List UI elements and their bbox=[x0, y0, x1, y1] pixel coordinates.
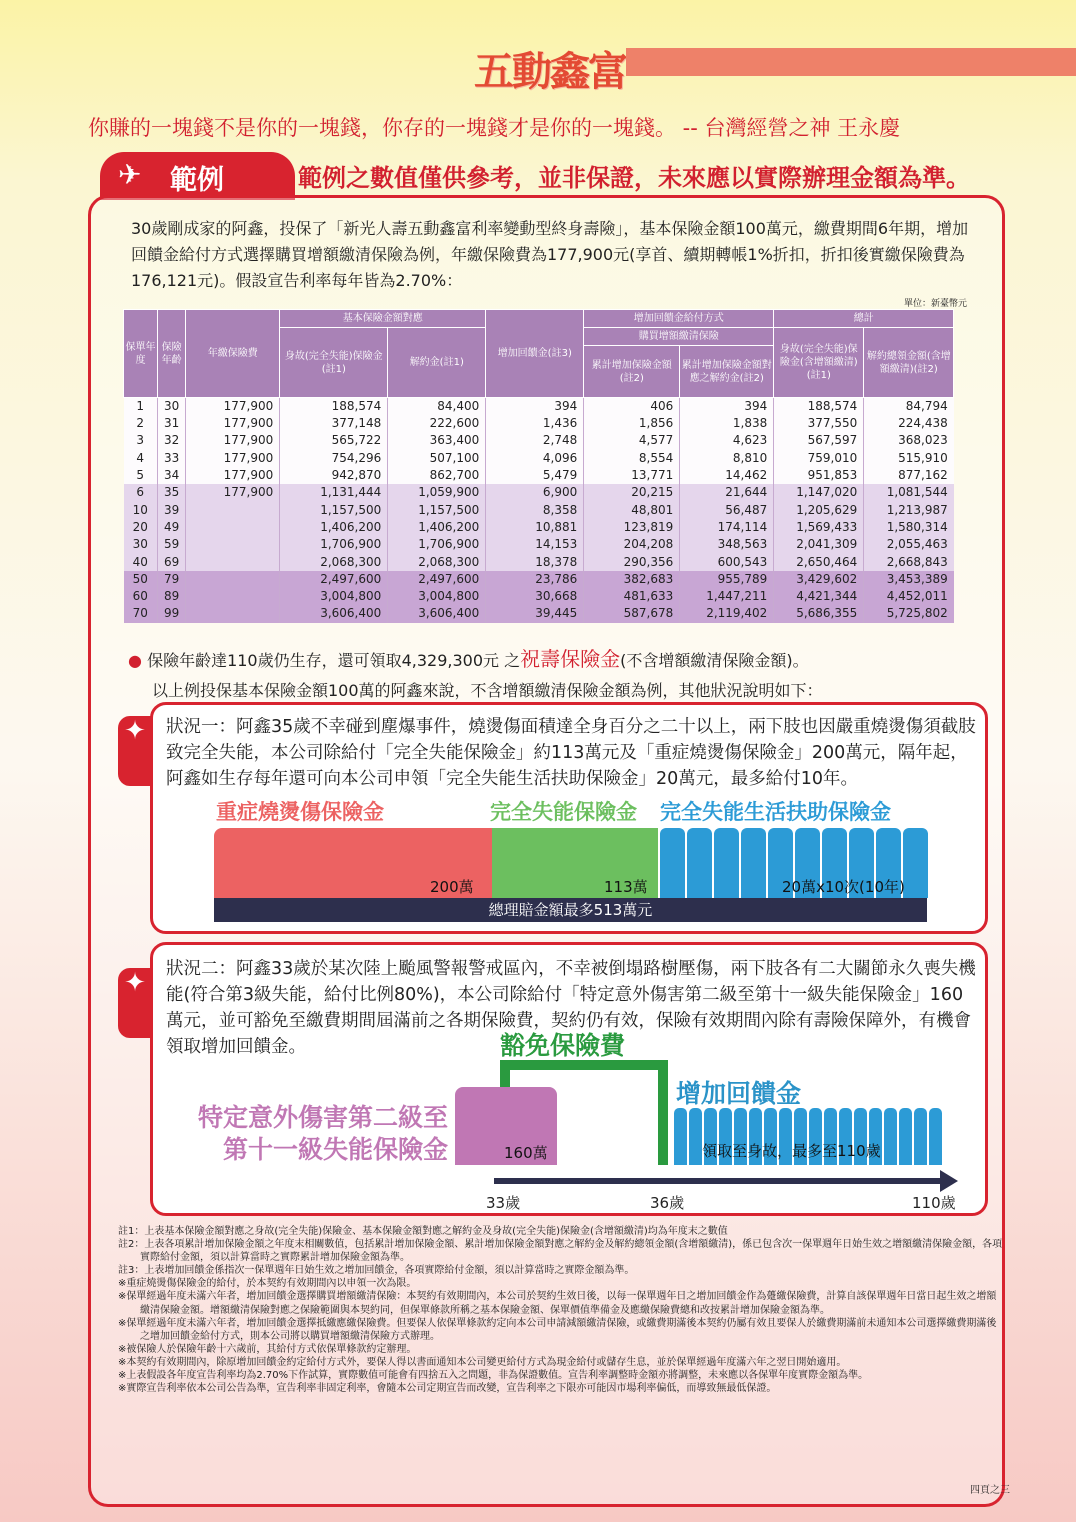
table-cell: 14,153 bbox=[486, 536, 584, 553]
table-cell: 1,838 bbox=[680, 415, 774, 432]
table-cell: 1,706,900 bbox=[388, 536, 486, 553]
example-tab-label: 範例 bbox=[170, 165, 224, 196]
footnote-item: ※保單經過年度未滿六年者，增加回饋金選擇抵繳應繳保險費。但要保人依保單條款約定向本公司申請減額繳清保險，或繳費期滿後本契約仍屬有效且要保人於繳費期滿前未通知本公司選擇繳費期滿後之增加回饋金給付方式，則本公司將以購買增額繳清保險方式辦理。 bbox=[118, 1317, 997, 1342]
table-cell: 2,497,600 bbox=[280, 571, 388, 588]
table-cell: 89 bbox=[158, 588, 186, 605]
table-cell: 2 bbox=[124, 415, 158, 432]
age-33: 33歲 bbox=[486, 1194, 521, 1212]
brand-logo: 五動鑫富 bbox=[474, 48, 626, 95]
header-surrender: 解約金(註1) bbox=[388, 328, 486, 398]
table-cell: 481,633 bbox=[584, 588, 680, 605]
bonus-year-bar bbox=[929, 1108, 942, 1165]
table-cell: 754,296 bbox=[280, 450, 388, 467]
table-cell: 1 bbox=[124, 398, 158, 416]
table-cell: 59 bbox=[158, 536, 186, 553]
table-cell: 2,650,464 bbox=[774, 553, 864, 570]
burn-value: 200萬 bbox=[430, 878, 474, 896]
table-cell: 4,452,011 bbox=[864, 588, 954, 605]
table-cell: 2,497,600 bbox=[388, 571, 486, 588]
disab-benefit-value: 160萬 bbox=[504, 1144, 548, 1162]
longevity-bullet bbox=[128, 643, 809, 672]
support-value: 20萬x10次(10年) bbox=[782, 878, 905, 896]
table-cell: 1,406,200 bbox=[388, 519, 486, 536]
table-cell: 8,554 bbox=[584, 450, 680, 467]
table-cell: 1,131,444 bbox=[280, 484, 388, 501]
table-cell: 862,700 bbox=[388, 467, 486, 484]
table-cell: 79 bbox=[158, 571, 186, 588]
waiver-title: 豁免保險費 bbox=[500, 1031, 626, 1060]
table-cell: 224,438 bbox=[864, 415, 954, 432]
table-cell: 30 bbox=[124, 536, 158, 553]
table-cell: 394 bbox=[486, 398, 584, 416]
intro-paragraph: 30歲剛成家的阿鑫，投保了「新光人壽五動鑫富利率變動型終身壽險」，基本保險金額100萬元，繳費期間6年期，增加回饋金給付方式選擇購買增額繳清保險為例，年繳保險費為177,900元(享首、續期轉帳1%折扣，折扣後實繳保險費為176,121元)。假設宣告利率每年皆為2.70%： bbox=[131, 219, 969, 290]
table-cell: 3,606,400 bbox=[388, 605, 486, 622]
support-year-bar bbox=[741, 828, 766, 898]
table-cell: 32 bbox=[158, 432, 186, 449]
timeline-bar bbox=[494, 1178, 944, 1184]
benefit-table bbox=[123, 309, 954, 623]
table-cell: 1,706,900 bbox=[280, 536, 388, 553]
table-cell: 20 bbox=[124, 519, 158, 536]
table-row bbox=[124, 605, 954, 622]
header-cum-paid-up: 累計增加保險金額(註2) bbox=[584, 346, 680, 398]
table-cell: 1,059,900 bbox=[388, 484, 486, 501]
table-cell: 21,644 bbox=[680, 484, 774, 501]
table-row bbox=[124, 467, 954, 484]
table-cell: 1,436 bbox=[486, 415, 584, 432]
table-cell: 951,853 bbox=[774, 467, 864, 484]
table-cell: 177,900 bbox=[186, 398, 280, 416]
header-cum-paid-up-sv: 累計增加保險金額對應之解約金(註2) bbox=[680, 346, 774, 398]
table-row bbox=[124, 450, 954, 467]
table-cell: 2,041,309 bbox=[774, 536, 864, 553]
table-cell: 10,881 bbox=[486, 519, 584, 536]
table-cell: 177,900 bbox=[186, 450, 280, 467]
bonus-year-bar bbox=[674, 1108, 687, 1165]
table-row bbox=[124, 571, 954, 588]
case1-dancer-icon: ✦ bbox=[118, 716, 152, 786]
header-death: 身故(完全失能)保險金(註1) bbox=[280, 328, 388, 398]
table-cell: 174,114 bbox=[680, 519, 774, 536]
table-cell: 3,606,400 bbox=[280, 605, 388, 622]
table-cell: 20,215 bbox=[584, 484, 680, 501]
table-cell: 759,010 bbox=[774, 450, 864, 467]
table-cell: 368,023 bbox=[864, 432, 954, 449]
table-cell: 69 bbox=[158, 553, 186, 570]
table-row bbox=[124, 501, 954, 518]
bullet-post: (不含增額繳清保險金額)。 bbox=[620, 651, 809, 670]
footnote-item: ※被保險人於保險年齡十六歲前，其給付方式依保單條款約定辦理。 bbox=[118, 1343, 417, 1355]
table-cell: 123,819 bbox=[584, 519, 680, 536]
table-cell: 5,686,355 bbox=[774, 605, 864, 622]
table-cell bbox=[186, 553, 280, 570]
bonus-year-bar bbox=[689, 1108, 702, 1165]
table-cell: 3,004,800 bbox=[280, 588, 388, 605]
table-cell: 34 bbox=[158, 467, 186, 484]
table-cell: 84,794 bbox=[864, 398, 954, 416]
table-cell: 3 bbox=[124, 432, 158, 449]
burn-title: 重症燒燙傷保險金 bbox=[216, 800, 384, 824]
case2-text: 狀況二：阿鑫33歲於某次陸上颱風警報警戒區內，不幸被倒塌路樹壓傷，兩下肢各有二大關節永久喪失機能(符合第3級失能，給付比例80%)，本公司除給付「特定意外傷害第二級至第十一級失能保險金」160萬元，並可豁免至繳費期間屆滿前之各期保險費，契約仍有效，保險有效期間內除有壽險保障外，有機會領取增加回饋金。 bbox=[166, 959, 976, 1057]
table-cell: 1,147,020 bbox=[774, 484, 864, 501]
bullet-pre: 保險年齡達110歲仍生存，還可領取4,329,300元 之 bbox=[147, 651, 521, 670]
bonus-year-bar bbox=[914, 1108, 927, 1165]
footnote-item: 註1：上表基本保險金額對應之身故(完全失能)保險金、基本保險金額對應之解約金及身故(完全失能)保險金(含增額繳清)均為年度末之數值 bbox=[118, 1226, 728, 1237]
table-cell: 10 bbox=[124, 501, 158, 518]
case1-text: 狀況一：阿鑫35歲不幸碰到塵爆事件，燒燙傷面積達全身百分之二十以上，兩下肢也因嚴重燒燙傷須截肢致完全失能，本公司除給付「完全失能保險金」約113萬元及「重症燒燙傷保險金」200萬元，隔年起，阿鑫如生存每年還可向本公司申領「完全失能生活扶助保險金」20萬元，最多給付10年。 bbox=[166, 717, 976, 789]
disab-title: 完全失能保險金 bbox=[490, 800, 637, 824]
table-cell: 177,900 bbox=[186, 467, 280, 484]
table-cell: 877,162 bbox=[864, 467, 954, 484]
bullet-highlight: 祝壽保險金 bbox=[520, 647, 621, 671]
header-total-death: 身故(完全失能)保險金(含增額繳清)(註1) bbox=[774, 328, 864, 398]
footnote-item: ※重症燒燙傷保險金的給付，於本契約有效期間內以申領一次為限。 bbox=[118, 1278, 417, 1290]
table-cell: 23,786 bbox=[486, 571, 584, 588]
table-cell: 2,668,843 bbox=[864, 553, 954, 570]
table-cell bbox=[186, 519, 280, 536]
header-total-sv: 解約總領金額(含增額繳清)(註2) bbox=[864, 328, 954, 398]
table-cell: 49 bbox=[158, 519, 186, 536]
table-cell: 177,900 bbox=[186, 484, 280, 501]
footnote-item: ※實際宣告利率依本公司公告為準，宣告利率非固定利率，會隨本公司定期宣告而改變，宣告利率之下限亦可能因市場利率偏低，而導致無最低保證。 bbox=[118, 1383, 777, 1395]
table-cell: 39 bbox=[158, 501, 186, 518]
example-tab bbox=[100, 152, 295, 200]
disab-value: 113萬 bbox=[604, 878, 648, 896]
header-age: 保險年齡 bbox=[158, 310, 186, 398]
header-quote: 你賺的一塊錢不是你的一塊錢，你存的一塊錢才是你的一塊錢。 -- 台灣經營之神 王永慶 bbox=[88, 116, 901, 140]
table-cell: 5,479 bbox=[486, 467, 584, 484]
disab-label-line1: 特定意外傷害第二級至 bbox=[197, 1103, 448, 1132]
table-cell: 60 bbox=[124, 588, 158, 605]
table-cell: 515,910 bbox=[864, 450, 954, 467]
footnote-item: 註2：上表各項累計增加保險金額之年度末相關數值，包括累計增加保險金額、累計增加保險金額對應之解約金及解約總領金額(含增額繳清)，係已包含次一保單週年日始生效之增額繳清保險金額，各項實際給付金額，須以計算當時之實際累計增加保險金額為準。 bbox=[118, 1239, 1003, 1264]
bonus-title: 增加回饋金 bbox=[676, 1079, 802, 1108]
table-cell: 5 bbox=[124, 467, 158, 484]
table-cell: 2,119,402 bbox=[680, 605, 774, 622]
table-cell: 377,148 bbox=[280, 415, 388, 432]
table-cell: 4,577 bbox=[584, 432, 680, 449]
disab-label-line2: 第十一級失能保險金 bbox=[222, 1135, 448, 1164]
table-cell: 1,205,629 bbox=[774, 501, 864, 518]
table-cell: 70 bbox=[124, 605, 158, 622]
support-year-bar bbox=[714, 828, 739, 898]
table-cell: 35 bbox=[158, 484, 186, 501]
table-cell: 8,358 bbox=[486, 501, 584, 518]
footnote-item: ※上表假設各年度宣告利率均為2.70%下作試算，實際數值可能會有四捨五入之問題，非為保證數值。宣告利率調整時金額亦將調整，未來應以各保單年度實際金額為準。 bbox=[118, 1370, 869, 1382]
table-cell: 8,810 bbox=[680, 450, 774, 467]
table-cell: 222,600 bbox=[388, 415, 486, 432]
table-cell: 18,378 bbox=[486, 553, 584, 570]
table-cell: 1,569,433 bbox=[774, 519, 864, 536]
table-cell: 1,081,544 bbox=[864, 484, 954, 501]
table-cell: 1,580,314 bbox=[864, 519, 954, 536]
support-year-bar bbox=[660, 828, 685, 898]
table-cell: 177,900 bbox=[186, 432, 280, 449]
table-cell bbox=[186, 605, 280, 622]
header-group-paid-up: 購買增額繳清保險 bbox=[584, 328, 774, 346]
table-cell: 188,574 bbox=[774, 398, 864, 416]
table-cell bbox=[186, 588, 280, 605]
table-cell: 50 bbox=[124, 571, 158, 588]
table-row bbox=[124, 553, 954, 570]
table-cell: 84,400 bbox=[388, 398, 486, 416]
table-row bbox=[124, 432, 954, 449]
table-cell: 6,900 bbox=[486, 484, 584, 501]
cases-lead: 以上例投保基本保險金額100萬的阿鑫來說，不含增額繳清保險金額為例，其他狀況說明如下： bbox=[152, 681, 823, 700]
header-bonus: 增加回饋金(註3) bbox=[486, 310, 584, 398]
footnote-item: 註3：上表增加回饋金係指次一保單週年日始生效之增加回饋金，各項實際給付金額，須以計算當時之實際金額為準。 bbox=[118, 1265, 635, 1277]
table-cell: 39,445 bbox=[486, 605, 584, 622]
table-cell: 177,900 bbox=[186, 415, 280, 432]
table-cell: 4 bbox=[124, 450, 158, 467]
table-cell: 40 bbox=[124, 553, 158, 570]
table-cell bbox=[186, 501, 280, 518]
example-disclaimer: 範例之數值僅供參考，並非保證，未來應以實際辦理金額為準。 bbox=[298, 164, 970, 192]
table-cell bbox=[186, 571, 280, 588]
table-cell: 1,157,500 bbox=[280, 501, 388, 518]
unit-label: 單位：新臺幣元 bbox=[904, 299, 968, 309]
footnotes bbox=[118, 1225, 1003, 1395]
logo-decor-bar bbox=[626, 48, 1076, 76]
table-row bbox=[124, 519, 954, 536]
table-row bbox=[124, 398, 954, 416]
table-cell: 600,543 bbox=[680, 553, 774, 570]
table-row bbox=[124, 415, 954, 432]
table-row bbox=[124, 588, 954, 605]
timeline-arrow-icon bbox=[940, 1170, 958, 1192]
header-group-total: 總計 bbox=[774, 310, 954, 328]
table-cell: 394 bbox=[680, 398, 774, 416]
table-cell: 942,870 bbox=[280, 467, 388, 484]
support-year-bar bbox=[687, 828, 712, 898]
table-cell: 587,678 bbox=[584, 605, 680, 622]
bonus-year-bar bbox=[899, 1108, 912, 1165]
table-cell: 1,157,500 bbox=[388, 501, 486, 518]
table-cell: 99 bbox=[158, 605, 186, 622]
table-cell: 30 bbox=[158, 398, 186, 416]
page-number: 四頁之三 bbox=[970, 1485, 1010, 1496]
table-cell: 4,623 bbox=[680, 432, 774, 449]
table-cell: 567,597 bbox=[774, 432, 864, 449]
footnote-item: ※本契約有效期間內，除原增加回饋金約定給付方式外，要保人得以書面通知本公司變更給付方式為現金給付或儲存生息，並於保單經過年度滿六年之翌日開始適用。 bbox=[118, 1356, 847, 1368]
table-cell: 3,429,602 bbox=[774, 571, 864, 588]
table-cell: 4,421,344 bbox=[774, 588, 864, 605]
table-cell: 48,801 bbox=[584, 501, 680, 518]
table-cell: 13,771 bbox=[584, 467, 680, 484]
table-cell: 1,447,211 bbox=[680, 588, 774, 605]
table-cell: 4,096 bbox=[486, 450, 584, 467]
table-cell: 565,722 bbox=[280, 432, 388, 449]
table-row bbox=[124, 484, 954, 501]
table-cell: 14,462 bbox=[680, 467, 774, 484]
table-cell: 31 bbox=[158, 415, 186, 432]
disab-benefit-label bbox=[178, 1102, 448, 1166]
table-cell: 382,683 bbox=[584, 571, 680, 588]
total-claim-bar: 總理賠金額最多513萬元 bbox=[214, 898, 927, 922]
footnote-item: ※保單經過年度未滿六年者，增加回饋金選擇購買增額繳清保險：本契約有效期間內，本公司於契約生效日後，以每一保單週年日之增加回饋金作為躉繳保險費，計算自該保單週年日當日起生效之增額繳清保險金額。增額繳清保險對應之保險範圍與本契約同，但保單條款所稱之基本保險金額、保單價值準備金及應繳保險費總和改按累計增加保險金額為準。 bbox=[118, 1291, 997, 1316]
table-cell: 2,068,300 bbox=[280, 553, 388, 570]
table-cell: 290,356 bbox=[584, 553, 680, 570]
bonus-year-bar bbox=[884, 1108, 897, 1165]
table-cell: 363,400 bbox=[388, 432, 486, 449]
table-cell: 955,789 bbox=[680, 571, 774, 588]
table-cell: 6 bbox=[124, 484, 158, 501]
table-cell: 56,487 bbox=[680, 501, 774, 518]
case2-dancer-icon: ✦ bbox=[118, 968, 152, 1038]
table-cell: 406 bbox=[584, 398, 680, 416]
age-110: 110歲 bbox=[912, 1194, 956, 1212]
table-cell bbox=[186, 536, 280, 553]
runner-icon: ✈ bbox=[118, 158, 142, 191]
table-cell: 188,574 bbox=[280, 398, 388, 416]
table-cell: 348,563 bbox=[680, 536, 774, 553]
table-row bbox=[124, 536, 954, 553]
table-cell: 204,208 bbox=[584, 536, 680, 553]
header-year: 保單年度 bbox=[124, 310, 158, 398]
support-title: 完全失能生活扶助保險金 bbox=[660, 800, 891, 824]
table-cell: 2,055,463 bbox=[864, 536, 954, 553]
table-cell: 377,550 bbox=[774, 415, 864, 432]
table-cell: 3,004,800 bbox=[388, 588, 486, 605]
age-36: 36歲 bbox=[650, 1194, 685, 1212]
bonus-text: 領取至身故，最多至110歲 bbox=[702, 1142, 881, 1160]
table-cell: 5,725,802 bbox=[864, 605, 954, 622]
header-premium: 年繳保險費 bbox=[186, 310, 280, 398]
header-group-bonus-method: 增加回饋金給付方式 bbox=[584, 310, 774, 328]
table-cell: 2,068,300 bbox=[388, 553, 486, 570]
table-cell: 1,406,200 bbox=[280, 519, 388, 536]
table-cell: 2,748 bbox=[486, 432, 584, 449]
header-group-basic: 基本保險金額對應 bbox=[280, 310, 486, 328]
support-year-bar bbox=[903, 828, 928, 898]
table-cell: 30,668 bbox=[486, 588, 584, 605]
table-cell: 33 bbox=[158, 450, 186, 467]
table-cell: 1,213,987 bbox=[864, 501, 954, 518]
table-cell: 507,100 bbox=[388, 450, 486, 467]
bullet-dot-icon: ● bbox=[128, 651, 142, 670]
table-cell: 1,856 bbox=[584, 415, 680, 432]
table-cell: 3,453,389 bbox=[864, 571, 954, 588]
